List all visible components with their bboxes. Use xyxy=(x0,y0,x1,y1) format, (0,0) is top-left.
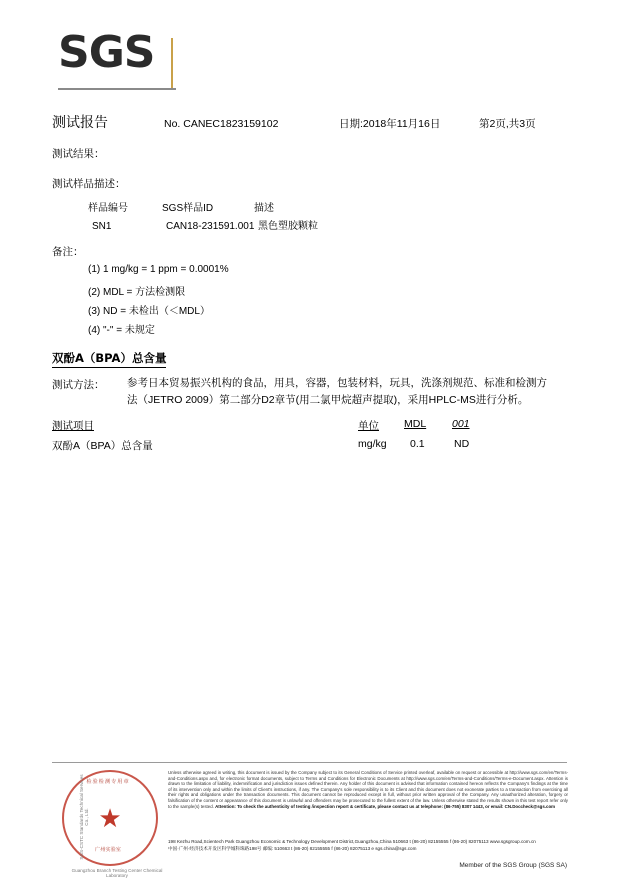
stamp-bottom-caption: Guangzhou Branch Testing Center Chemical Laboratory xyxy=(71,868,163,878)
legal-text: Unless otherwise agreed in writing, this document is issued by the Company subject to its General Conditions of Service printed overleaf, available on request or accessible at http://www.sgs.com/en/Terms-and-Conditions.aspx and, for electronic format documents, subject to Terms and Conditions for Electronic Documents at http://www.sgs.com/en/Terms-and-Conditions/Terms-e-Document.aspx. Attention is drawn to the limitation of liability, indemnification and jurisdiction issues defined therein. Any holder of this document is advised that information contained hereon reflects the Company's findings at the time of its intervention only and within the limits of Client's instructions, if any. The Company's sole responsibility is to its Client and this document does not exonerate parties to a transaction from exercising all their rights and obligations under the transaction documents. This document cannot be reproduced except in full, without prior written approval of the Company. Any unauthorized alteration, forgery or falsification of the content or appearance of this document is unlawful and offenders may be prosecuted to the fullest extent of the law. Unless otherwise stated the results shown in this test report refer only to the sample(s) tested. xyxy=(168,770,568,809)
result-col-mdl: MDL xyxy=(404,418,427,430)
sample-table-header xyxy=(88,199,414,214)
sample-description-label: 测试样品描述： xyxy=(52,178,126,190)
result-table-header xyxy=(52,418,552,435)
list-item: (3) ND = 未检出（＜MDL） xyxy=(88,306,210,317)
test-method-text: 参考日本贸易振兴机构的食品，用具，容器，包装材料，玩具，洗涤剂规范、标准和检测方法（JETRO 2009）第二部分D2章节(用二氯甲烷超声提取)，采用HPLC-MS进行分析。 xyxy=(127,377,547,406)
sample-col-id: SGS样品ID xyxy=(162,203,214,214)
list-item: (1) 1 mg/kg = 1 ppm = 0.0001% xyxy=(88,264,229,275)
list-item: (2) MDL = 方法检测限 xyxy=(88,287,186,298)
sample-desc-value: 黑色塑胶颗粒 xyxy=(258,221,318,232)
logo-accent-bar xyxy=(171,38,173,88)
star-icon: ★ xyxy=(98,803,122,833)
page-title: 测试报告 xyxy=(52,115,108,131)
sgs-logo-block xyxy=(58,27,178,90)
results-label: 测试结果： xyxy=(52,148,105,160)
address-english: 198 Kezhu Road,Scientech Park Guangzhou Economic & Technology Development District,Guangzhou,China 510663 t (86-20) 82155555 f (86-20) 82075113 www.sgsgroup.com.cn xyxy=(168,839,536,844)
report-date: 日期:2018年11月16日 xyxy=(339,118,441,130)
legal-disclaimer xyxy=(168,770,568,809)
report-header-row xyxy=(52,112,572,132)
sgs-logo-text: SGS xyxy=(58,27,155,78)
logo-underline xyxy=(58,88,176,90)
table-row xyxy=(52,438,552,455)
company-stamp xyxy=(62,770,163,878)
section-heading-bpa: 双酚A（BPA）总含量 xyxy=(52,350,166,368)
result-col-unit: 单位 xyxy=(358,420,379,432)
result-item-unit: mg/kg xyxy=(358,438,387,450)
report-number: No. CANEC1823159102 xyxy=(164,118,279,130)
result-col-item: 测试项目 xyxy=(52,420,94,432)
table-row xyxy=(88,217,418,232)
stamp-top-text: 检验检测专用章 xyxy=(86,779,130,785)
result-item-name: 双酚A（BPA）总含量 xyxy=(52,440,153,452)
member-note: Member of the SGS Group (SGS SA) xyxy=(459,862,567,869)
result-item-value: ND xyxy=(454,438,470,450)
footer-divider xyxy=(52,762,567,763)
address-chinese: 中国·广州·经济技术开发区科学城科珠路198号 邮编: 510663 t (86-20) 82155555 f (86-20) 82075113 e sgs.china@sgs.com xyxy=(168,846,417,851)
page-indicator: 第2页,共3页 xyxy=(479,118,536,130)
test-method-label: 测试方法： xyxy=(52,379,105,391)
stamp-text-block xyxy=(62,770,154,862)
sample-no-value: SN1 xyxy=(92,221,112,232)
remarks-label: 备注： xyxy=(52,246,84,258)
result-col-sample: 001 xyxy=(452,418,470,430)
sample-col-no: 样品编号 xyxy=(88,203,128,214)
result-item-mdl: 0.1 xyxy=(410,438,425,450)
stamp-bottom-text: 广州实验室 xyxy=(95,847,121,853)
footer-address xyxy=(168,838,568,852)
result-table xyxy=(52,418,552,455)
stamp-left-caption: SGS-CSTC Standards Technical Services Co., Ltd. xyxy=(79,774,89,860)
legal-attention: Attention: To check the authenticity of testing /inspection report & certificate, please contact us at telephone: (86-755) 8307 1443, or email: CN.Doccheck@sgs.com xyxy=(215,803,556,809)
sample-id-value: CAN18-231591.001 xyxy=(166,221,255,232)
sample-col-desc: 描述 xyxy=(254,203,274,214)
list-item: (4) "-" = 未规定 xyxy=(88,325,155,336)
